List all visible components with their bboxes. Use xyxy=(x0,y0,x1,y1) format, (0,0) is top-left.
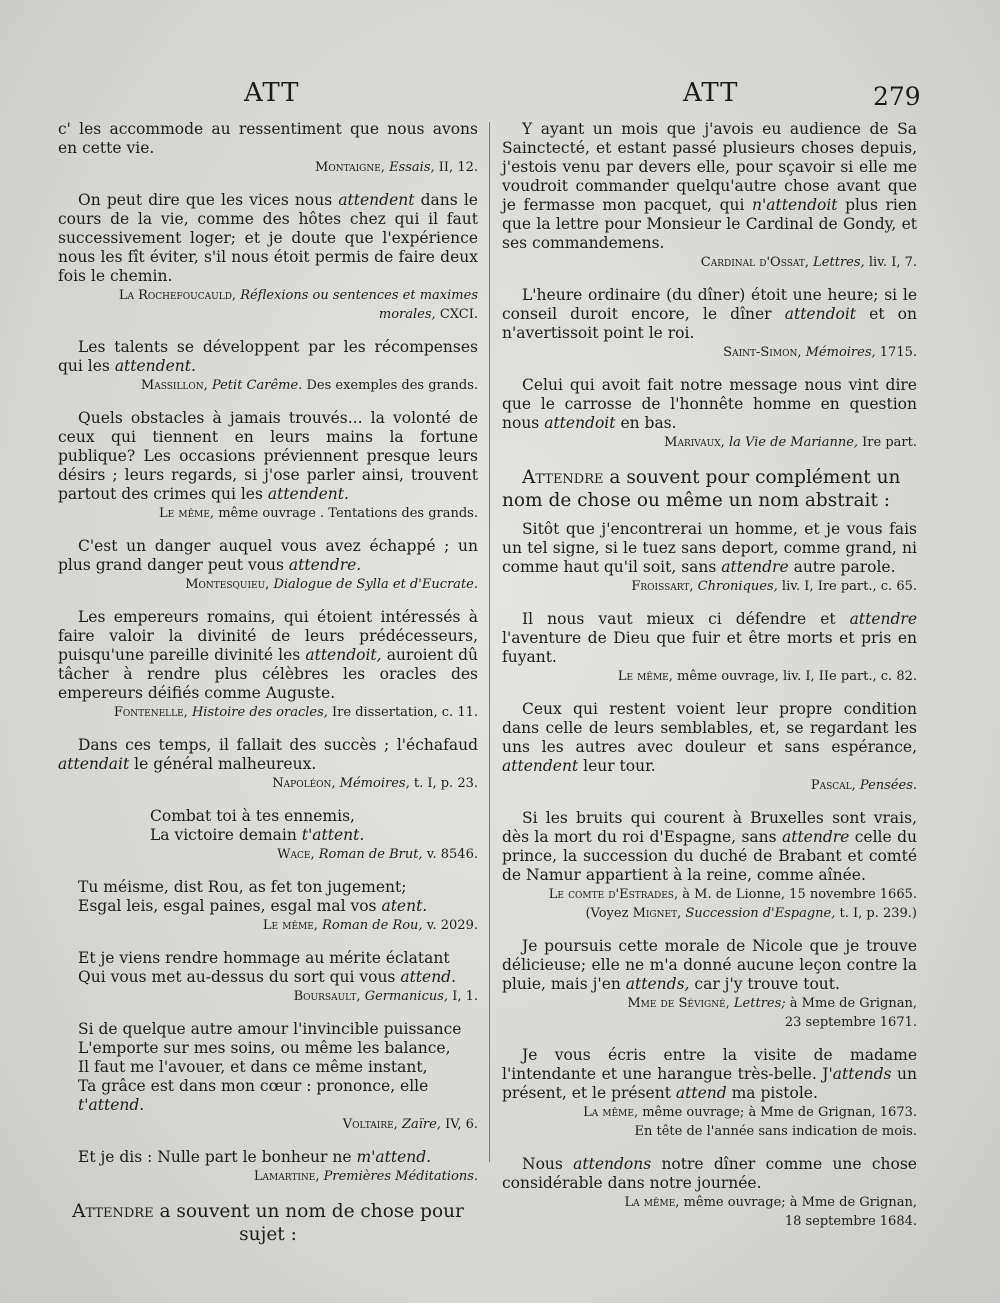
left-column xyxy=(58,120,478,1246)
citation: Montaigne, Essais, II, 12. xyxy=(315,160,478,175)
quote-paragraph: Nous attendons notre dîner comme une chose considérable dans notre journée. xyxy=(502,1155,917,1192)
citation: Massillon, Petit Carême. Des exemples des grands. xyxy=(140,378,478,393)
quote-paragraph: Celui qui avoit fait notre message nous vint dire que le carrosse de l'honnête homme en question nous attendoit en bas. xyxy=(502,376,917,432)
citation: La Rochefoucauld, Réflexions ou sentences et maximes morales, CXCI. xyxy=(118,288,478,322)
citation: Saint-Simon, Mémoires, 1715. xyxy=(723,345,917,360)
citation: Le même, même ouvrage . Tentations des grands. xyxy=(159,506,478,521)
citation: Voltaire, Zaïre, IV, 6. xyxy=(342,1117,478,1132)
citation: Cardinal d'Ossat, Lettres, liv. I, 7. xyxy=(700,255,917,270)
citation: Marivaux, la Vie de Marianne, Ire part. xyxy=(664,435,917,450)
column-divider xyxy=(489,122,490,1162)
right-column xyxy=(502,120,917,1231)
citation-note: En tête de l'année sans indication de mois. xyxy=(634,1124,917,1139)
quote-paragraph: Les empereurs romains, qui étoient intéressés à faire valoir la divinité de leurs prédécesseurs, puisqu'une pareille divinité les attendoit, auroient dû tâcher à rendre plus célèbres les oracles des empereurs déifiés comme Auguste. xyxy=(58,608,478,702)
verse-block: Et je dis : Nulle part le bonheur ne m'attend. xyxy=(78,1148,432,1166)
quote-paragraph: c' les accommode au ressentiment que nous avons en cette vie. xyxy=(58,120,478,157)
citation: La même, même ouvrage; à Mme de Grignan, 1673. xyxy=(583,1105,917,1120)
citation: Lamartine, Premières Méditations. xyxy=(253,1169,478,1184)
citation: Froissart, Chroniques, liv. I, Ire part., c. 65. xyxy=(631,579,917,594)
quote-paragraph: Les talents se développent par les récompenses qui les attendent. xyxy=(58,338,478,375)
quote-paragraph: Je vous écris entre la visite de madame l'intendante et une harangue très-belle. J'attends un présent, et le présent attend ma pistole. xyxy=(502,1046,917,1102)
citation-date: 23 septembre 1671. xyxy=(784,1015,917,1030)
citation: (Voyez Mignet, Succession d'Espagne, t. I, p. 239.) xyxy=(585,906,917,921)
quote-paragraph: Je poursuis cette morale de Nicole que je trouve délicieuse; elle ne m'a donné aucune leçon contre la pluie, mais j'en attends, car j'y trouve tout. xyxy=(502,937,917,993)
quote-paragraph: Ceux qui restent voient leur propre condition dans celle de leurs semblables, et, se regardant les uns les autres avec douleur et sans espérance, attendent leur tour. xyxy=(502,700,917,775)
citation: Pascal, Pensées. xyxy=(810,778,917,793)
citation: Montesquieu, Dialogue de Sylla et d'Eucrate. xyxy=(185,577,478,592)
page-number: 279 xyxy=(873,82,921,111)
citation: Le comte d'Estrades, à M. de Lionne, 15 novembre 1665. xyxy=(548,887,917,902)
citation: Boursault, Germanicus, I, 1. xyxy=(293,989,478,1004)
quote-paragraph: On peut dire que les vices nous attendent dans le cours de la vie, comme des hôtes chez qui il faut successivement loger; et je doute que l'expérience nous les fît éviter, s'il nous étoit permis de faire deux fois le chemin. xyxy=(58,191,478,285)
quote-paragraph: Dans ces temps, il fallait des succès ; l'échafaud attendait le général malheureux. xyxy=(58,736,478,773)
citation: Mme de Sévigné, Lettres; à Mme de Grignan, xyxy=(627,996,917,1011)
running-head-left: ATT xyxy=(244,78,300,108)
citation: Le même, Roman de Rou, v. 2029. xyxy=(262,918,478,933)
verse-block: Combat toi à tes ennemis, La victoire demain t'attent. xyxy=(150,807,365,844)
verse-block: Et je viens rendre hommage au mérite éclatant Qui vous met au-dessus du sort qui vous attend. xyxy=(78,949,457,986)
section-heading: Attendre a souvent pour complément un nom de chose ou même un nom abstrait : xyxy=(502,467,901,511)
verse-block: Tu méisme, dist Rou, as fet ton jugement; Esgal leis, esgal paines, esgal mal vos atent. xyxy=(78,878,428,915)
quote-paragraph: Il nous vaut mieux ci défendre et attendre l'aventure de Dieu que fuir et être morts et pris en fuyant. xyxy=(502,610,918,666)
verse-block: Si de quelque autre amour l'invincible puissance L'emporte sur mes soins, ou même les balance, Il faut me l'avouer, et dans ce même instant, Ta grâce est dans mon cœur : prononce, elle t'attend. xyxy=(78,1020,462,1114)
citation: Fontenelle, Histoire des oracles, Ire dissertation, c. 11. xyxy=(113,705,478,720)
quote-paragraph: Quels obstacles à jamais trouvés... la volonté de ceux qui tiennent en leurs mains la fortune publique? Les occasions préviennent presque leurs désirs ; leurs regards, si j'ose parler ainsi, trouvent partout des crimes qui les attendent. xyxy=(58,409,478,503)
quote-paragraph: Si les bruits qui courent à Bruxelles sont vrais, dès la mort du roi d'Espagne, sans attendre celle du prince, la succession du duché de Brabant et comté de Namur appartient à la reine, comme aînée. xyxy=(502,809,917,884)
citation: Le même, même ouvrage, liv. I, IIe part., c. 82. xyxy=(617,669,917,684)
citation: Napoléon, Mémoires, t. I, p. 23. xyxy=(272,776,478,791)
section-heading: Attendre a souvent un nom de chose pour sujet : xyxy=(72,1201,464,1245)
quote-paragraph: L'heure ordinaire (du dîner) étoit une heure; si le conseil duroit encore, le dîner attendoit et on n'avertissoit point le roi. xyxy=(502,286,917,342)
citation: La même, même ouvrage; à Mme de Grignan, xyxy=(624,1195,917,1210)
running-head-right: ATT xyxy=(683,78,739,108)
quote-paragraph: C'est un danger auquel vous avez échappé ; un plus grand danger peut vous attendre. xyxy=(58,537,478,574)
citation-date: 18 septembre 1684. xyxy=(784,1214,917,1229)
quote-paragraph: Y ayant un mois que j'avois eu audience de Sa Sainctecté, et estant passé plusieurs choses depuis, j'estois venu par devers elle, pour sçavoir si elle me voudroit commander quelqu'autre chose avant que je fermasse mon pacquet, qui n'attendoit plus rien que la lettre pour Monsieur le Cardinal de Gondy, et ses commandemens. xyxy=(502,120,917,252)
quote-paragraph: Sitôt que j'encontrerai un homme, et je vous fais un tel signe, si le tuez sans deport, comme grand, ni comme haut qu'il soit, sans attendre autre parole. xyxy=(502,520,917,576)
citation: Wace, Roman de Brut, v. 8546. xyxy=(277,847,478,862)
